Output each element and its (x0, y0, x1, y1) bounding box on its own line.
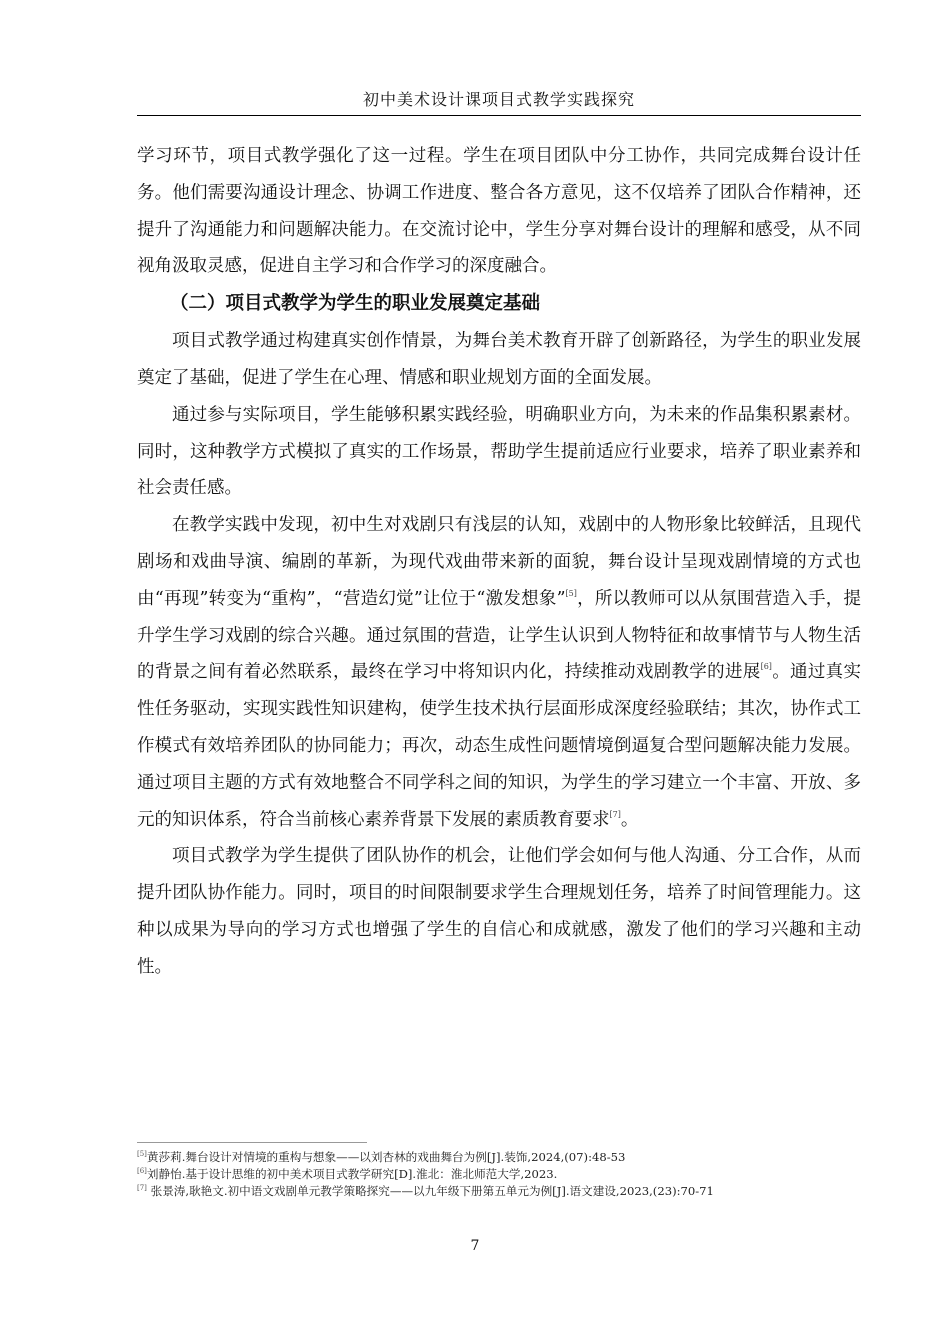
citation-5: [5] (565, 588, 577, 598)
citation-7: [7] (609, 809, 621, 819)
footnote-5 (137, 1149, 861, 1166)
footnote-mark: [7] (137, 1184, 147, 1192)
footnote-text: 黄莎莉.舞台设计对情境的重构与想象——以刘杏林的戏曲舞台为例[J].装饰,2024,(07):48-53 (146, 1150, 626, 1164)
section-heading: （二）项目式教学为学生的职业发展奠定基础 (170, 293, 541, 315)
footnote-6 (137, 1166, 861, 1183)
main-text (137, 138, 861, 986)
paragraph-text: 。通过真实性任务驱动，实现实践性知识建构，使学生技术执行层面形成深度经验联结；其次，协作式工作模式有效培养团队的协同能力；再次，动态生成性问题情境倒逼复合型问题解决能力发展。通过项目主题的方式有效地整合不同学科之间的知识，为学生的学习建立一个丰富、开放、多元的知识体系，符合当前核心素养背景下发展的素质教育要求 (137, 662, 862, 830)
paragraph-with-citations (137, 507, 861, 838)
page-number: 7 (470, 1238, 480, 1254)
paragraph-text: 在教学实践中发现，初中生对戏剧只有浅层的认知，戏剧中的人物形象比较鲜活，且现代剧场和戏曲导演、编剧的革新，为现代戏曲带来新的面貌，舞台设计呈现戏剧情境的方式也由“再现”转变为“重构”，“营造幻觉”让位于“激发想象” (137, 515, 861, 609)
footnote-7 (137, 1183, 861, 1200)
running-header: 初中美术设计课项目式教学实践探究 (362, 90, 635, 109)
paragraph: 项目式教学为学生提供了团队协作的机会，让他们学会如何与他人沟通、分工合作，从而提升团队协作能力。同时，项目的时间限制要求学生合理规划任务，培养了时间管理能力。这种以成果为导向的学习方式也增强了学生的自信心和成就感，激发了他们的学习兴趣和主动性。 (137, 846, 861, 977)
citation-6: [6] (760, 662, 772, 672)
footnotes (137, 1149, 861, 1200)
paragraph: 通过参与实际项目，学生能够积累实践经验，明确职业方向，为未来的作品集积累素材。同时，这种教学方式模拟了真实的工作场景，帮助学生提前适应行业要求，培养了职业素养和社会责任感。 (137, 404, 861, 499)
footnote-mark: [5] (137, 1150, 147, 1158)
footnote-text: 张景涛,耿艳文.初中语文戏剧单元教学策略探究——以九年级下册第五单元为例[J].语文建设,2023,(23):70-71 (150, 1184, 714, 1198)
paragraph: 项目式教学通过构建真实创作情景，为舞台美术教育开辟了创新路径，为学生的职业发展奠定了基础，促进了学生在心理、情感和职业规划方面的全面发展。 (137, 331, 861, 388)
paragraph-continued: 学习环节，项目式教学强化了这一过程。学生在项目团队中分工协作，共同完成舞台设计任务。他们需要沟通设计理念、协调工作进度、整合各方意见，这不仅培养了团队合作精神，还提升了沟通能力和问题解决能力。在交流讨论中，学生分享对舞台设计的理解和感受，从不同视角汲取灵感，促进自主学习和合作学习的深度融合。 (137, 146, 861, 277)
paragraph-text: 。 (620, 809, 639, 830)
footnote-text: 刘静怡.基于设计思维的初中美术项目式教学研究[D].淮北：淮北师范大学,2023. (146, 1167, 558, 1181)
footnote-mark: [6] (137, 1167, 147, 1175)
paragraph-text: ，所以教师可以从氛围营造入手，提升学生学习戏剧的综合兴趣。通过氛围的营造，让学生认识到人物特征和故事情节与人物生活的背景之间有着必然联系，最终在学习中将知识内化，持续推动戏剧教学的进展 (137, 588, 861, 683)
header-rule (137, 115, 861, 116)
footnote-rule (137, 1142, 367, 1143)
